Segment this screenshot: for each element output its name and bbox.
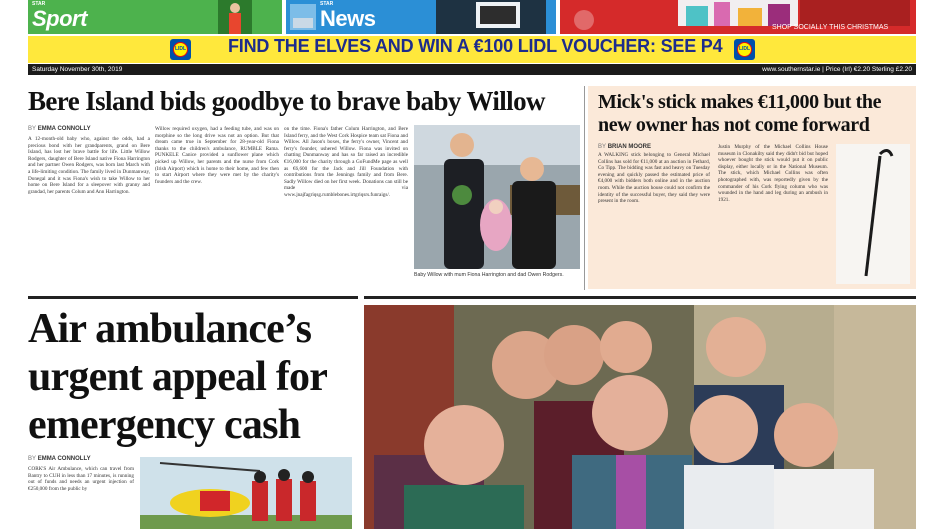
byline-author: EMMA CONNOLLY [37, 456, 91, 462]
lidl-promo-strip[interactable] [28, 36, 916, 63]
sport-tag: STAR [32, 1, 46, 7]
byline-prefix: BY [28, 126, 37, 132]
air-headline-line2[interactable]: urgent appeal for [28, 354, 328, 400]
christmas-promo[interactable] [560, 0, 916, 34]
air-byline [28, 456, 91, 462]
bere-headline[interactable]: Bere Island bids goodbye to brave baby Willow [28, 86, 545, 116]
sport-promo-photo [218, 0, 252, 34]
bere-column-1: A 12-month-old baby who, against the odds, had a precious bond with her grandparents, grand on Bere Island, has lost her brave battle for life. Little Willow Rodgers, daughter of Bere Island native Fiona Harrington and her partner Owen Rodgers, was born last March with a life-limiting condition. The family lived in Dunmanway, Donegal and it was Fiona's wish to take Willow to her home on Bere Island for a sleepover with granny and grandad, her parents Colum and Ann Harrington. [28, 136, 150, 195]
helicopter-crew-icon [140, 457, 352, 529]
byline-author: BRIAN MOORE [607, 144, 652, 150]
gift-illustration-icon [564, 0, 674, 34]
news-tag: STAR [320, 1, 334, 7]
lidl-logo-left [170, 39, 191, 60]
sport-promo[interactable] [28, 0, 282, 34]
athlete-figure-icon [218, 0, 252, 34]
group-of-men-photo-icon [364, 305, 916, 529]
bere-byline [28, 126, 91, 132]
family-photo-icon [414, 125, 580, 269]
news-promo[interactable] [286, 0, 556, 34]
lidl-logo-right [734, 39, 755, 60]
bere-column-3: on the time. Fiona's father Colum Harrington, and Bere Island ferry, and the West Cork Hospice team sat Fiona and Willow. All Jason's boxes, the ferry's owner, Vincent and ferry's founder, ushered Willow. Fiona was invited on chatting Dunmanway and has so far raised an incredible €16,000 for the charity through a GoFundMe page as well as €6,600 for the Jack and Jill Foundation with contributions from the Jennings family and from Bere. Sadly Willow died on her first week. Donations can still be made via www.jnajfagriqsg.rumblebones.irtgriqsrs.funraigs/. [284, 126, 408, 198]
dateline-bar [28, 64, 916, 75]
column-divider [584, 86, 585, 290]
mick-column-2: Justin Murphy of the Michael Collins House museum in Clonakilty said they didn't bid but hoped whoever bought the stick would put it on public display, either locally or in the National Museum. The stick, which Michael Collins was often photographed with, was reportedly given by the commander of his Cork flying column who was wounded in the hand and leg during an ambush in 1921. [718, 144, 828, 203]
xmas-gifts-photo [678, 0, 798, 26]
air-headline-line1[interactable]: Air ambulance’s [28, 306, 312, 352]
site-and-price: www.southernstar.ie | Price (Irl) €2.20 Sterling £2.20 [762, 66, 912, 73]
lidl-logo-text: LIDL [174, 46, 187, 52]
byline-prefix: BY [28, 456, 37, 462]
xmas-promo-text: SHOP SOCIALLY THIS CHRISTMAS [772, 24, 889, 31]
news-thumbnail-icon [290, 4, 316, 30]
bere-photo-caption: Baby Willow with mum Fiona Harrington and dad Owen Rodgers. [414, 272, 564, 278]
mick-headline-line2[interactable]: new owner has not come forward [598, 114, 870, 136]
top-promo-bar [28, 0, 916, 34]
group-photo[interactable] [364, 305, 916, 529]
sport-wordmark: Sport [32, 6, 87, 31]
news-wordmark: News [320, 6, 376, 31]
mick-column-1: A WALKING stick belonging to General Michael Collins has sold for €11,000 at an auction in Fethard, Co Tipp. The bidding was fast and heavy on Tuesday evening and quickly passed the estimated price of €4,000 with bidders both online and in the auction room. While the auction house could not confirm the identity of the successful buyer, they said they were present in the room. [598, 152, 710, 205]
walking-stick-icon [836, 144, 910, 284]
issue-date: Saturday November 30th, 2019 [32, 66, 123, 73]
lidl-logo-text: LIDL [738, 46, 751, 52]
section-rule-left [28, 296, 358, 299]
walking-stick-photo[interactable] [836, 144, 910, 284]
byline-author: EMMA CONNOLLY [37, 126, 91, 132]
bere-column-2: Willow required oxygen, had a feeding tube, and was on morphine so the long drive was not an option. But that dream came true in September for 28-year-old Fiona thanks to the children's ambulance, RUMBLE Rama. PUNKELE Canice provided a sunflower plane which picked up Willow, her parents and the nurse from Cork (Irish Airport) which is home to their home, and few then to start Airport where they were met by the charity's founders and the crew. [155, 126, 279, 185]
air-ambulance-photo[interactable] [140, 457, 352, 529]
mick-headline-line1[interactable]: Mick's stick makes €11,000 but the [598, 91, 882, 113]
gift-boxes-icon [678, 0, 798, 26]
bere-photo[interactable] [414, 125, 580, 269]
mick-byline [598, 144, 651, 150]
lidl-promo-text: FIND THE ELVES AND WIN A €100 LIDL VOUCHER: SEE P4 [228, 36, 723, 56]
air-headline-line3[interactable]: emergency cash [28, 402, 301, 448]
section-rule-right [364, 296, 916, 299]
air-column-1: CORK'S Air Ambulance, which can travel from Bantry to CUH in less than 17 minutes, is running out of funds and needs an urgent injection of €250,000 from the public by [28, 466, 134, 492]
byline-prefix: BY [598, 144, 607, 150]
news-photo-icon [436, 0, 546, 34]
xmas-shop-photo [800, 0, 910, 26]
news-promo-photo [436, 0, 546, 34]
